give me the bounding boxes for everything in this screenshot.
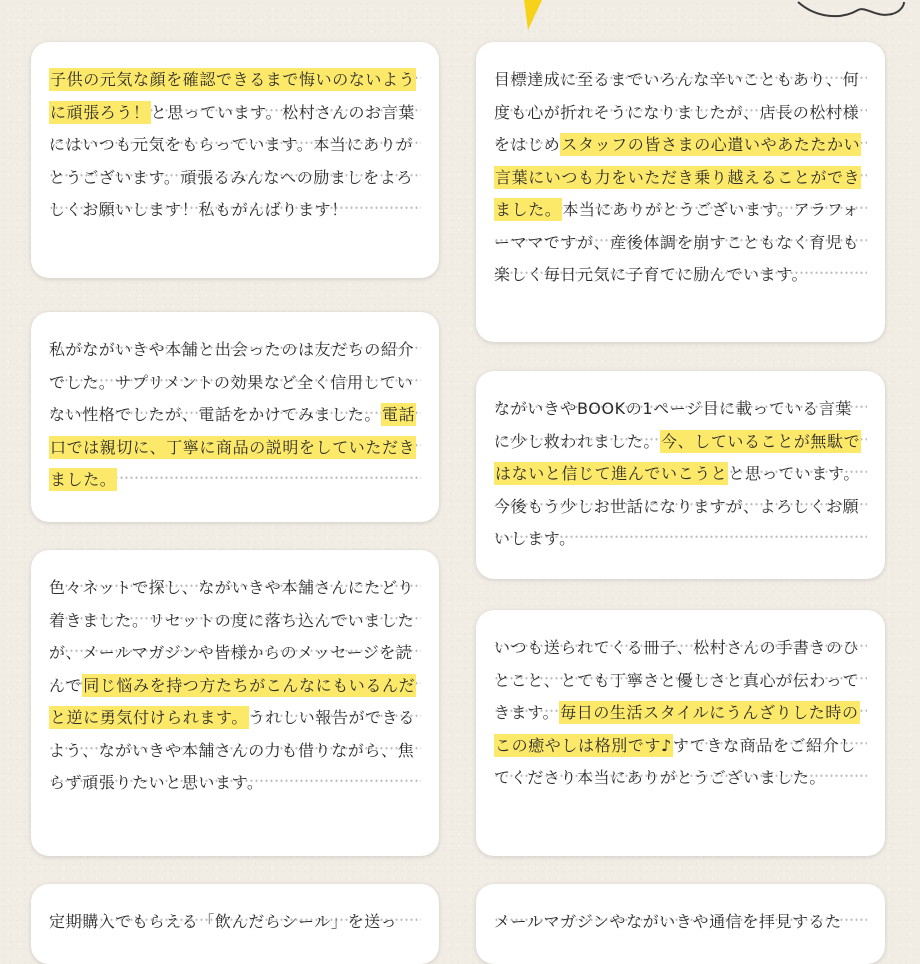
text-segment: 私がながいきや本舗と出会ったのは友だちの紹介でした。サプリメントの効果など全く信用していない性格でしたが、電話をかけてみました。 xyxy=(49,340,415,424)
text-segment: 本当にありがとうございます。アラフォーママですが、産後体調を崩すこともなく育児も楽しく毎日元気に子育てに励んでいます。 xyxy=(494,200,860,284)
testimonial-card xyxy=(476,371,885,579)
highlighted-text: 子供の元気な顔を確認できるまで悔いのないように頑張ろう！ xyxy=(50,70,416,122)
text-segment: 色々ネットで探し、ながいきや本舗さんにたどり着きました。リセットの度に落ち込んでいましたが、メールマガジンや皆様からのメッセージを読んで xyxy=(49,578,415,695)
testimonial-text xyxy=(494,64,867,296)
testimonial-card xyxy=(31,42,439,278)
testimonial-card xyxy=(476,42,885,342)
text-segment: うれしい報告ができるよう、ながいきや本舗さんの力も借りながら、焦らず頑張りたいと思います。 xyxy=(49,708,415,792)
text-segment: と思っています。松村さんのお言葉にはいつも元気をもらっています。本当にありがとうございます。頑張るみんなへの励ましをよろしくお願いします！私もがんばります！ xyxy=(49,102,415,219)
testimonial-card xyxy=(31,884,439,964)
testimonial-text xyxy=(49,64,421,231)
testimonial-card xyxy=(31,550,439,856)
text-segment: 定期購入でもらえる「飲んだらシール」を送っ xyxy=(49,912,398,931)
testimonial-card xyxy=(476,884,885,964)
highlighted-text: スタッフの皆さまの心遣いやあたたかい言葉にいつも力をいただき乗り越えることができました。 xyxy=(495,135,861,219)
sparkle-decoration-icon xyxy=(516,0,550,34)
testimonial-text xyxy=(49,572,421,804)
text-segment: ながいきやBOOKの1ページ目に載っている言葉に少し救われました。 xyxy=(494,399,853,451)
highlighted-text: 毎日の生活スタイルにうんざりした時のこの癒やしは格別です♪ xyxy=(495,703,859,755)
highlighted-text: 同じ悩みを持つ方たちがこんなにもいるんだと逆に勇気付けられます。 xyxy=(50,675,416,727)
speech-bubble-decoration-icon xyxy=(796,0,906,24)
text-segment: メールマガジンやながいきや通信を拝見するた xyxy=(494,912,842,931)
text-segment: すてきな商品をご紹介してくださり本当にありがとうございました。 xyxy=(494,735,856,787)
testimonial-text xyxy=(49,334,421,501)
testimonial-card xyxy=(476,610,885,856)
testimonial-text xyxy=(49,906,421,943)
testimonial-text xyxy=(494,393,867,560)
text-segment: 目標達成に至るまでいろんな辛いこともあり、何度も心が折れそうになりましたが、店長の松村様をはじめ xyxy=(494,70,860,154)
testimonial-text xyxy=(494,632,867,799)
text-segment: と思っています。今後もう少しお世話になりますが、よろしくお願いします。 xyxy=(494,464,860,548)
highlighted-text: 今、していることが無駄ではないと信じて進んでいこうと xyxy=(495,431,861,483)
highlighted-text: 電話口では親切に、丁寧に商品の説明をしていただきました。 xyxy=(50,405,416,489)
testimonial-text xyxy=(494,906,867,943)
text-segment: いつも送られてくる冊子、松村さんの手書きのひとこと、とても丁寧さと優しさと真心が伝わってきます。 xyxy=(494,638,860,722)
testimonial-card xyxy=(31,312,439,522)
